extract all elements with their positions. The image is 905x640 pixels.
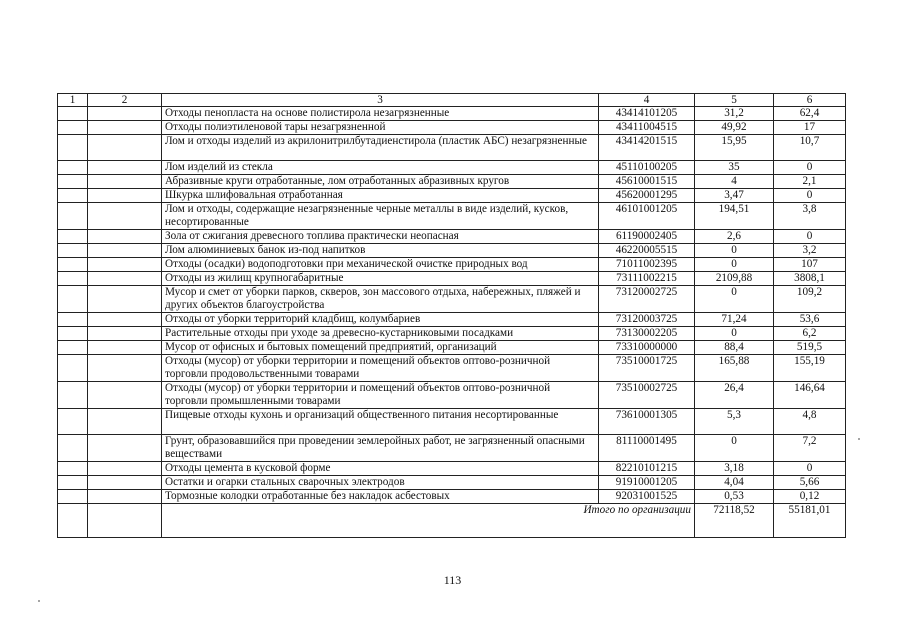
value-col6-cell: 0 [774,189,846,203]
col2-cell [88,230,162,244]
waste-name-cell: Грунт, образовавшийся при проведении землеройных работ, не загрязненный опасными веществами [162,435,599,462]
value-col5-cell: 2,6 [695,230,774,244]
table-row [58,258,846,272]
value-col5-cell: 5,3 [695,409,774,435]
table-row [58,490,846,504]
value-col5-cell: 194,51 [695,203,774,230]
value-col6-cell: 2,1 [774,175,846,189]
col2-cell [88,286,162,313]
col2-cell [88,462,162,476]
col2-cell [88,272,162,286]
table-row [58,355,846,382]
value-col6-cell: 4,8 [774,409,846,435]
waste-code-cell: 73610001305 [599,409,695,435]
value-col6-cell: 62,4 [774,107,846,121]
col2-cell [88,189,162,203]
col1-cell [58,382,88,409]
table-row [58,435,846,462]
value-col5-cell: 49,92 [695,121,774,135]
value-col5-cell: 3,47 [695,189,774,203]
waste-name-cell: Тормозные колодки отработанные без накладок асбестовых [162,490,599,504]
col1-cell [58,462,88,476]
value-col5-cell: 0 [695,286,774,313]
col2-cell [88,135,162,161]
col2-cell [88,175,162,189]
value-col5-cell: 4,04 [695,476,774,490]
total-col5: 72118,52 [695,504,774,538]
waste-name-cell: Отходы (мусор) от уборки территории и помещений объектов оптово-розничной торговли промышленными товарами [162,382,599,409]
value-col5-cell: 88,4 [695,341,774,355]
col1-cell [58,189,88,203]
value-col5-cell: 0 [695,258,774,272]
col1-cell [58,409,88,435]
value-col5-cell: 0 [695,327,774,341]
value-col5-cell: 26,4 [695,382,774,409]
table-row [58,161,846,175]
waste-name-cell: Мусор от офисных и бытовых помещений предприятий, организаций [162,341,599,355]
value-col5-cell: 0,53 [695,490,774,504]
waste-code-cell: 45620001295 [599,189,695,203]
col2-cell [88,409,162,435]
table-row [58,272,846,286]
table-row [58,230,846,244]
col1-cell [58,135,88,161]
col2-cell [88,476,162,490]
waste-code-cell: 46101001205 [599,203,695,230]
waste-name-cell: Остатки и огарки стальных сварочных электродов [162,476,599,490]
waste-name-cell: Лом и отходы, содержащие незагрязненные черные металлы в виде изделий, кусков, несортированные [162,203,599,230]
waste-name-cell: Отходы цемента в кусковой форме [162,462,599,476]
header-cell-5: 5 [695,94,774,107]
waste-name-cell: Отходы от уборки территорий кладбищ, колумбариев [162,313,599,327]
value-col6-cell: 3,8 [774,203,846,230]
scan-speck [858,438,860,440]
waste-name-cell: Отходы (мусор) от уборки территории и помещений объектов оптово-розничной торговли продовольственными товарами [162,355,599,382]
col1-cell [58,341,88,355]
col1-cell [58,355,88,382]
table-row [58,327,846,341]
value-col6-cell: 10,7 [774,135,846,161]
waste-name-cell: Растительные отходы при уходе за древесно-кустарниковыми посадками [162,327,599,341]
table-row [58,341,846,355]
header-cell-2: 2 [88,94,162,107]
waste-name-cell: Шкурка шлифовальная отработанная [162,189,599,203]
col2-cell [88,107,162,121]
value-col5-cell: 15,95 [695,135,774,161]
col1-cell [58,107,88,121]
table-row [58,409,846,435]
value-col6-cell: 146,64 [774,382,846,409]
col1-cell [58,504,88,538]
waste-code-cell: 81110001495 [599,435,695,462]
value-col5-cell: 3,18 [695,462,774,476]
col2-cell [88,504,162,538]
waste-code-cell: 46220005515 [599,244,695,258]
table-row [58,175,846,189]
table-row [58,286,846,313]
col1-cell [58,313,88,327]
header-cell-1: 1 [58,94,88,107]
waste-code-cell: 45110100205 [599,161,695,175]
waste-code-cell: 73510001725 [599,355,695,382]
col1-cell [58,244,88,258]
value-col6-cell: 7,2 [774,435,846,462]
value-col6-cell: 0 [774,462,846,476]
col2-cell [88,341,162,355]
waste-code-cell: 45610001515 [599,175,695,189]
waste-code-cell: 82210101215 [599,462,695,476]
waste-name-cell: Отходы пенопласта на основе полистирола незагрязненные [162,107,599,121]
waste-code-cell: 91910001205 [599,476,695,490]
waste-code-cell: 73120002725 [599,286,695,313]
waste-code-cell: 73111002215 [599,272,695,286]
waste-name-cell: Мусор и смет от уборки парков, скверов, зон массового отдыха, набережных, пляжей и других объектов благоустройства [162,286,599,313]
col2-cell [88,244,162,258]
total-row [58,504,846,538]
waste-name-cell: Пищевые отходы кухонь и организаций общественного питания несортированные [162,409,599,435]
table-row [58,135,846,161]
col1-cell [58,203,88,230]
col2-cell [88,355,162,382]
col1-cell [58,476,88,490]
value-col5-cell: 2109,88 [695,272,774,286]
value-col6-cell: 17 [774,121,846,135]
col2-cell [88,161,162,175]
col1-cell [58,161,88,175]
table-row [58,107,846,121]
waste-code-cell: 73130002205 [599,327,695,341]
value-col6-cell: 3808,1 [774,272,846,286]
value-col6-cell: 6,2 [774,327,846,341]
col1-cell [58,175,88,189]
header-cell-6: 6 [774,94,846,107]
table-row [58,382,846,409]
total-label: Итого по организации [162,504,695,538]
col2-cell [88,258,162,272]
value-col5-cell: 35 [695,161,774,175]
value-col6-cell: 0,12 [774,490,846,504]
value-col5-cell: 71,24 [695,313,774,327]
waste-name-cell: Отходы (осадки) водоподготовки при механической очистке природных вод [162,258,599,272]
value-col5-cell: 4 [695,175,774,189]
value-col6-cell: 3,2 [774,244,846,258]
waste-code-cell: 43411004515 [599,121,695,135]
waste-name-cell: Отходы полиэтиленовой тары незагрязненной [162,121,599,135]
scan-speck [38,600,40,602]
waste-name-cell: Отходы из жилищ крупногабаритные [162,272,599,286]
waste-code-cell: 43414101205 [599,107,695,121]
waste-name-cell: Зола от сжигания древесного топлива практически неопасная [162,230,599,244]
waste-name-cell: Лом и отходы изделий из акрилонитрилбутадиенстирола (пластик АБС) незагрязненные [162,135,599,161]
table-row [58,244,846,258]
table-row [58,313,846,327]
value-col6-cell: 107 [774,258,846,272]
waste-code-cell: 73510002725 [599,382,695,409]
value-col5-cell: 31,2 [695,107,774,121]
value-col6-cell: 0 [774,230,846,244]
col1-cell [58,258,88,272]
table-row [58,121,846,135]
col2-cell [88,121,162,135]
value-col6-cell: 53,6 [774,313,846,327]
waste-table [57,93,846,538]
waste-name-cell: Лом изделий из стекла [162,161,599,175]
col1-cell [58,435,88,462]
value-col6-cell: 5,66 [774,476,846,490]
table-row [58,189,846,203]
value-col6-cell: 0 [774,161,846,175]
header-cell-3: 3 [162,94,599,107]
col1-cell [58,230,88,244]
waste-code-cell: 73310000000 [599,341,695,355]
table-row [58,203,846,230]
total-col6: 55181,01 [774,504,846,538]
waste-code-cell: 73120003725 [599,313,695,327]
waste-code-cell: 92031001525 [599,490,695,504]
table-row [58,476,846,490]
col1-cell [58,286,88,313]
col2-cell [88,435,162,462]
col2-cell [88,490,162,504]
col1-cell [58,272,88,286]
col2-cell [88,382,162,409]
waste-code-cell: 61190002405 [599,230,695,244]
col2-cell [88,327,162,341]
col1-cell [58,490,88,504]
waste-name-cell: Абразивные круги отработанные, лом отработанных абразивных кругов [162,175,599,189]
waste-code-cell: 71011002395 [599,258,695,272]
header-row [58,94,846,107]
col2-cell [88,203,162,230]
waste-code-cell: 43414201515 [599,135,695,161]
value-col5-cell: 0 [695,435,774,462]
header-cell-4: 4 [599,94,695,107]
value-col6-cell: 109,2 [774,286,846,313]
value-col6-cell: 155,19 [774,355,846,382]
value-col5-cell: 165,88 [695,355,774,382]
table-row [58,462,846,476]
col1-cell [58,327,88,341]
col1-cell [58,121,88,135]
page-number: 113 [443,573,462,587]
waste-name-cell: Лом алюминиевых банок из-под напитков [162,244,599,258]
value-col5-cell: 0 [695,244,774,258]
col2-cell [88,313,162,327]
value-col6-cell: 519,5 [774,341,846,355]
